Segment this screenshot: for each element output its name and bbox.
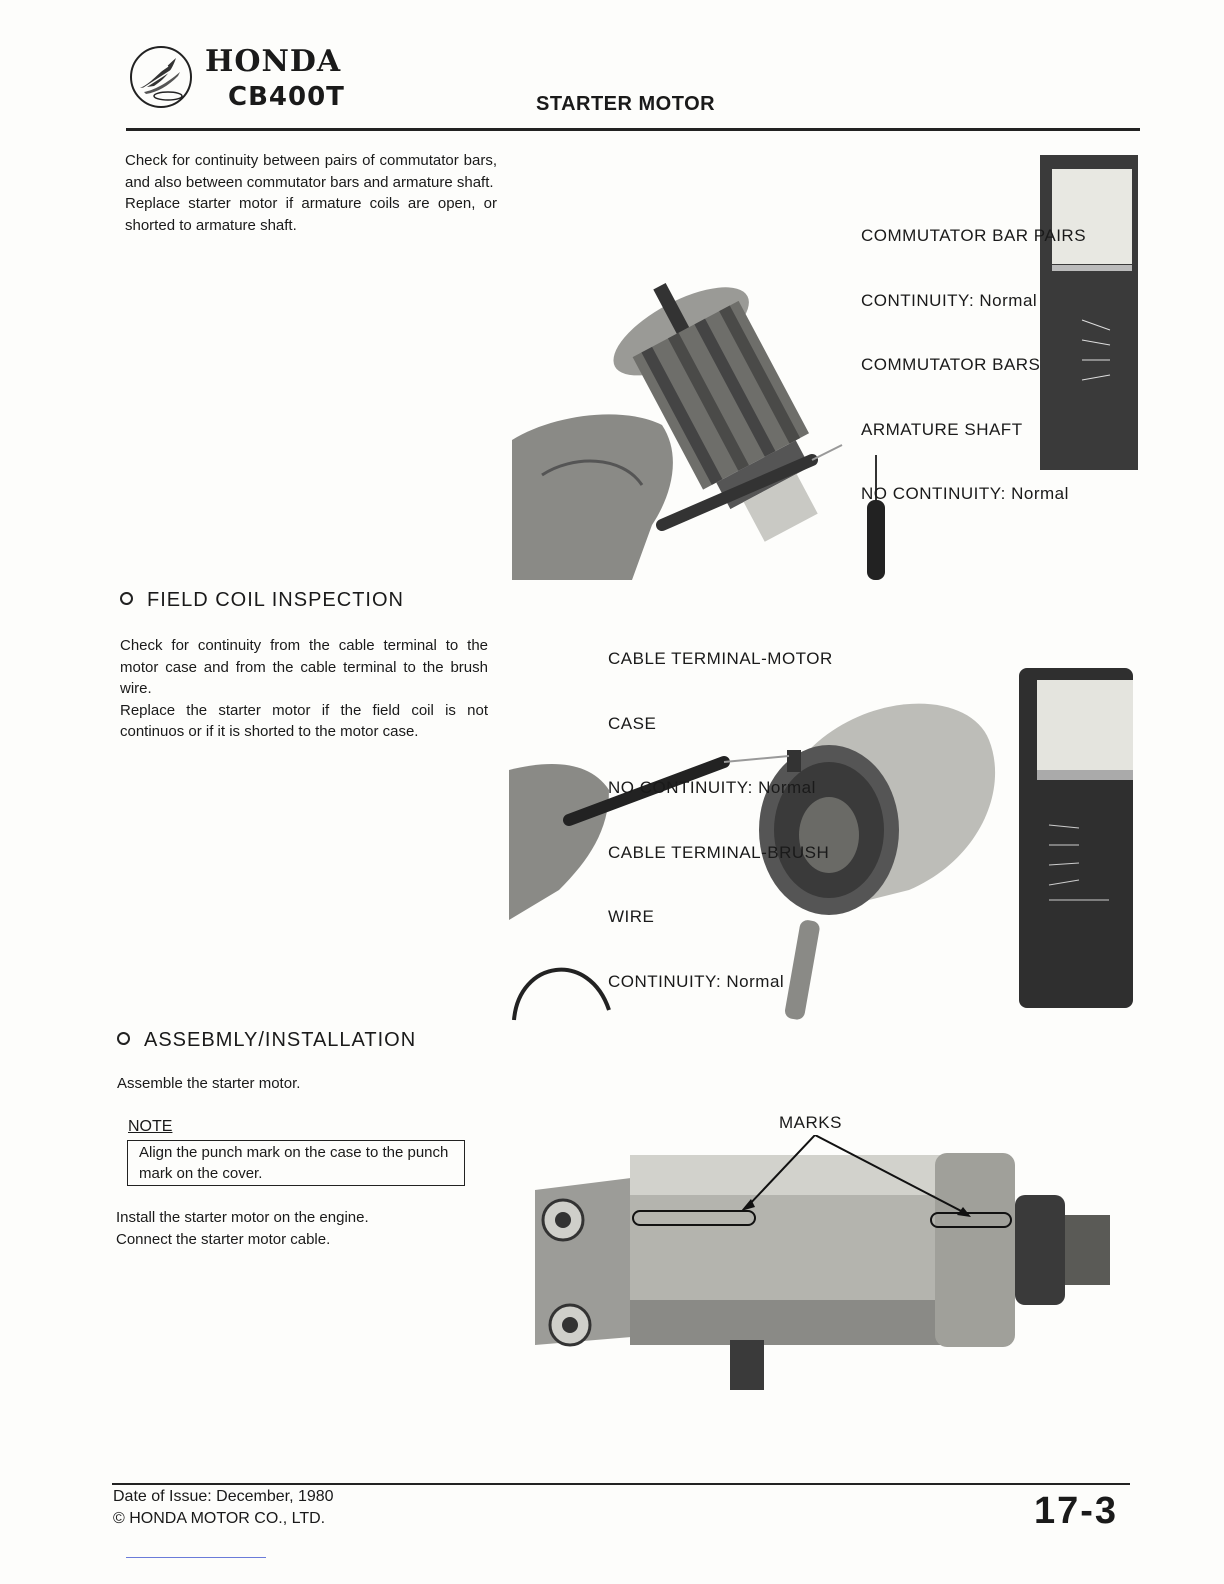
issue-date: Date of Issue: December, 1980: [113, 1488, 334, 1505]
field-coil-callout-line-6: CONTINUITY: Normal: [608, 971, 785, 991]
field-coil-paragraph: [120, 635, 488, 743]
armature-callout-line-4: ARMATURE SHAFT: [861, 419, 1023, 439]
note-label: NOTE: [128, 1118, 173, 1135]
header-rule: [126, 128, 1140, 131]
armature-callout-line-5: NO CONTINUITY: Normal: [861, 484, 1069, 503]
field-coil-heading: [120, 589, 404, 612]
starter-motor-marks-photo: [535, 1135, 1125, 1395]
honda-wing-logo: [128, 44, 194, 110]
assembly-heading: [117, 1029, 416, 1052]
bullet-icon: [117, 1032, 130, 1045]
model-name: CB400T: [228, 82, 345, 112]
armature-sentence-1: Check for continuity between pairs of commutator bars, and also between commutator bars and armature shaft.: [125, 152, 497, 191]
assembly-steps: [116, 1207, 369, 1251]
assembly-intro: Assemble the starter motor.: [117, 1075, 301, 1092]
field-coil-callout-line-2: CASE: [608, 713, 657, 733]
brand-name: HONDA: [205, 44, 342, 79]
armature-callout: [861, 182, 1086, 526]
field-coil-sentence-1: Check for continuity from the cable terminal to the motor case and from the cable terminal to the brush wire.: [120, 637, 488, 697]
field-coil-callout-line-3: NO CONTINUITY: Normal: [608, 778, 816, 797]
page-number: 17-3: [1034, 1490, 1119, 1532]
assembly-heading-text: ASSEBMLY/INSTALLATION: [144, 1029, 417, 1051]
armature-paragraph: [125, 150, 497, 236]
section-title: STARTER MOTOR: [536, 93, 716, 115]
field-coil-callout-line-4: CABLE TERMINAL-BRUSH: [608, 842, 830, 862]
assembly-step-1: Install the starter motor on the engine.: [116, 1209, 369, 1226]
armature-sentence-2: Replace starter motor if armature coils are open, or shorted to armature shaft.: [125, 195, 497, 234]
field-coil-callout-line-1: CABLE TERMINAL-MOTOR: [608, 649, 833, 668]
footer-issue-info: [113, 1486, 334, 1530]
assembly-step-2: Connect the starter motor cable.: [116, 1231, 331, 1248]
field-coil-callout: [608, 605, 833, 1014]
field-coil-callout-line-5: WIRE: [608, 907, 655, 926]
field-coil-sentence-2: Replace the starter motor if the field coil is not continuos or if it is shorted to the motor case.: [120, 701, 488, 740]
scan-artifact-line: [126, 1557, 266, 1558]
field-coil-heading-text: FIELD COIL INSPECTION: [147, 589, 404, 611]
note-box: Align the punch mark on the case to the punch mark on the cover.: [127, 1140, 465, 1186]
footer-rule: [112, 1483, 1130, 1485]
armature-callout-line-3: COMMUTATOR BARS: [861, 355, 1041, 374]
armature-callout-line-1: COMMUTATOR BAR PAIRS: [861, 226, 1087, 245]
marks-callout: MARKS: [779, 1113, 842, 1132]
copyright: © HONDA MOTOR CO., LTD.: [113, 1510, 326, 1527]
armature-callout-line-2: CONTINUITY: Normal: [861, 290, 1038, 310]
bullet-icon: [120, 592, 133, 605]
